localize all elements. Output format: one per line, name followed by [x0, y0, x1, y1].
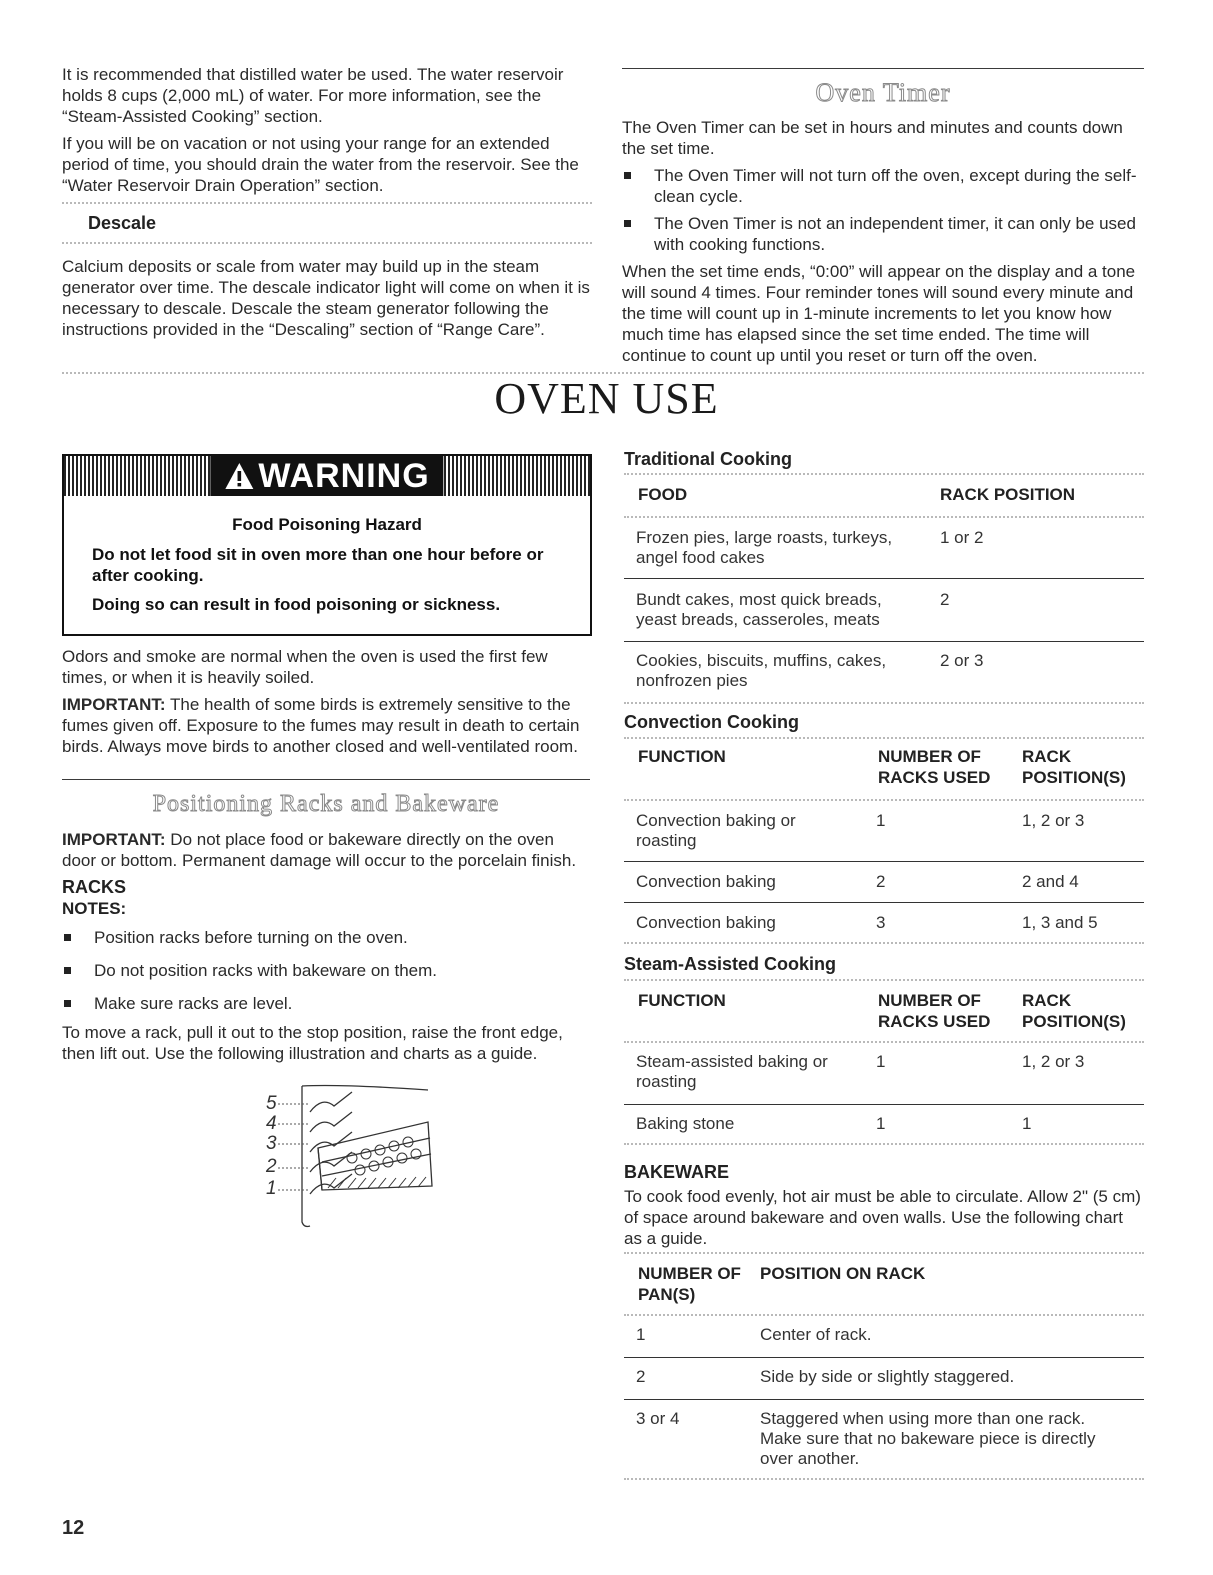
- table-cell: 1 or 2: [940, 528, 984, 547]
- table-cell: 2 or 3: [940, 651, 984, 670]
- rack-note: Make sure racks are level.: [62, 993, 590, 1014]
- divider: [624, 737, 1144, 739]
- divider: [624, 979, 1144, 981]
- table-cell: Center of rack.: [760, 1325, 872, 1344]
- important-paragraph: [62, 829, 590, 871]
- table-cell: 1: [876, 1114, 886, 1133]
- table-cell: 3: [876, 913, 886, 932]
- left-top-column: [62, 64, 592, 196]
- oven-timer-text: When the set time ends, “0:00” will appear on the display and a tone will sound 4 times. Four reminder tones will sound every minute and the time will count up in 1-minute increments to let you know how much time has elapsed since the set time ended. The time will continue to count up until you reset or turn off the oven.: [622, 262, 1136, 365]
- row-divider: [624, 861, 1144, 862]
- positioning-title: Positioning Racks and Bakeware: [152, 791, 500, 817]
- rack-number: 4: [266, 1113, 277, 1134]
- vacation-paragraph: If you will be on vacation or not using your range for an extended period of time, you should drain the water from the reservoir. See the “Water Reservoir Drain Operation” section.: [62, 134, 579, 195]
- warning-box: [62, 454, 592, 636]
- important-text: The health of some birds is extremely sensitive to the fumes given off. Exposure to the fumes may result in death to certain birds. Always move birds to another closed and well-ventilated room.: [62, 695, 580, 756]
- warning-line: Doing so can result in food poisoning or sickness.: [92, 595, 501, 614]
- oven-timer-intro: The Oven Timer can be set in hours and minutes and counts down the set time.: [622, 118, 1123, 158]
- table-cell: 1: [636, 1325, 646, 1344]
- descale-paragraph: Calcium deposits or scale from water may build up in the steam generator over time. The descale indicator light will come on when it is necessary to descale. Descale the steam generator following the instructions provided in the “Descaling” section of “Range Care”.: [62, 257, 590, 339]
- warning-banner: [64, 456, 590, 496]
- warning-text: WARNING: [258, 457, 430, 495]
- rack-number: 3: [266, 1133, 277, 1154]
- table-cell: 2: [876, 872, 886, 891]
- hazard-title: Food Poisoning Hazard: [232, 515, 422, 534]
- divider: [62, 202, 592, 204]
- convection-title: Convection Cooking: [624, 712, 799, 732]
- important-label: IMPORTANT:: [62, 695, 166, 714]
- warning-triangle-icon: [224, 462, 254, 490]
- oven-timer-title: Oven Timer: [815, 78, 951, 107]
- table-cell: 1, 2 or 3: [1022, 811, 1085, 830]
- table-cell: Staggered when using more than one rack. Make sure that no bakeware piece is directly over another.: [760, 1409, 1096, 1468]
- table-cell: Baking stone: [636, 1114, 735, 1133]
- table-cell: Frozen pies, large roasts, turkeys, angel food cakes: [636, 528, 893, 567]
- rack-number: 1: [266, 1178, 277, 1199]
- steam-title: Steam-Assisted Cooking: [624, 954, 837, 974]
- table-cell: 2 and 4: [1022, 872, 1079, 891]
- table-cell: Convection baking: [636, 913, 776, 932]
- column-header: RACK POSITION(S): [1022, 991, 1126, 1031]
- divider: [624, 1041, 1144, 1043]
- page-number: 12: [62, 1517, 85, 1539]
- traditional-title: Traditional Cooking: [624, 449, 793, 469]
- rack-illustration: [252, 1082, 442, 1230]
- rack-note: Position racks before turning on the oven.: [62, 927, 590, 948]
- divider: [62, 242, 592, 244]
- section-title: OVEN USE: [494, 374, 719, 423]
- important-label: IMPORTANT:: [62, 830, 166, 849]
- table-cell: 2: [636, 1367, 646, 1386]
- table-cell: Bundt cakes, most quick breads, yeast breads, casseroles, meats: [636, 590, 882, 629]
- table-cell: 3 or 4: [636, 1409, 680, 1428]
- divider: [624, 1252, 1144, 1254]
- column-header: POSITION ON RACK: [760, 1264, 926, 1283]
- divider: [624, 473, 1144, 475]
- table-cell: Steam-assisted baking or roasting: [636, 1052, 828, 1091]
- warning-line: Do not let food sit in oven more than one hour before or after cooking.: [92, 545, 544, 585]
- important-text: Do not place food or bakeware directly on the oven door or bottom. Permanent damage will occur to the porcelain finish.: [62, 830, 577, 870]
- table-cell: Convection baking: [636, 872, 776, 891]
- divider: [624, 1143, 1144, 1145]
- divider: [624, 799, 1144, 801]
- left-body: [62, 646, 590, 757]
- distilled-water-paragraph: It is recommended that distilled water be used. The water reservoir holds 8 cups (2,000 mL) of water. For more information, see the “Steam-Assisted Cooking” section.: [62, 65, 564, 126]
- bakeware-heading: BAKEWARE: [624, 1162, 730, 1182]
- divider: [624, 702, 1144, 704]
- rack-number: 5: [266, 1093, 277, 1114]
- divider: [62, 779, 590, 780]
- bakeware-paragraph: To cook food evenly, hot air must be able to circulate. Allow 2" (5 cm) of space around bakeware and oven walls. Use the following chart as a guide.: [624, 1187, 1141, 1248]
- column-header: FOOD: [638, 485, 688, 504]
- table-cell: 1: [1022, 1114, 1032, 1133]
- move-rack-paragraph: To move a rack, pull it out to the stop position, raise the front edge, then lift out. Use the following illustration and charts as a guide.: [62, 1023, 563, 1063]
- birds-paragraph: [62, 694, 590, 757]
- divider: [622, 68, 1144, 69]
- racks-heading: RACKS: [62, 877, 127, 897]
- divider: [624, 1478, 1144, 1480]
- row-divider: [624, 902, 1144, 903]
- table-cell: 1, 3 and 5: [1022, 913, 1098, 932]
- positioning-section: [62, 829, 590, 1064]
- oven-rack-diagram: [252, 1082, 442, 1230]
- column-header: NUMBER OF RACKS USED: [878, 991, 991, 1031]
- row-divider: [624, 641, 1144, 642]
- table-cell: 1: [876, 1052, 886, 1071]
- descale-heading: Descale: [88, 213, 157, 233]
- row-divider: [624, 1399, 1144, 1400]
- table-cell: Cookies, biscuits, muffins, cakes, nonfrozen pies: [636, 651, 887, 690]
- oven-timer-bullet: The Oven Timer will not turn off the oven, except during the self-clean cycle.: [622, 165, 1144, 207]
- rack-note: Do not position racks with bakeware on them.: [62, 960, 590, 981]
- odors-paragraph: Odors and smoke are normal when the oven is used the first few times, or when it is heavily soiled.: [62, 647, 548, 687]
- table-cell: 2: [940, 590, 950, 609]
- row-divider: [624, 1357, 1144, 1358]
- rack-number-labels: [266, 1094, 277, 1199]
- rack-number: 2: [266, 1156, 277, 1177]
- divider: [624, 516, 1144, 518]
- warning-label: [210, 456, 443, 496]
- table-cell: 1, 2 or 3: [1022, 1052, 1085, 1071]
- row-divider: [624, 1104, 1144, 1105]
- notes-heading: NOTES:: [62, 899, 127, 918]
- table-cell: 1: [876, 811, 886, 830]
- column-header: RACK POSITION: [940, 485, 1076, 504]
- column-header: FUNCTION: [638, 747, 726, 766]
- column-header: NUMBER OF PAN(S): [638, 1264, 741, 1304]
- oven-timer-bullet: The Oven Timer is not an independent timer, it can only be used with cooking functions.: [622, 213, 1144, 255]
- column-header: NUMBER OF RACKS USED: [878, 747, 991, 787]
- divider: [624, 1314, 1144, 1316]
- column-header: RACK POSITION(S): [1022, 747, 1126, 787]
- table-cell: Convection baking or roasting: [636, 811, 796, 850]
- oven-timer-section: [622, 117, 1144, 366]
- table-cell: Side by side or slightly staggered.: [760, 1367, 1015, 1386]
- row-divider: [624, 578, 1144, 579]
- divider: [624, 942, 1144, 944]
- column-header: FUNCTION: [638, 991, 726, 1010]
